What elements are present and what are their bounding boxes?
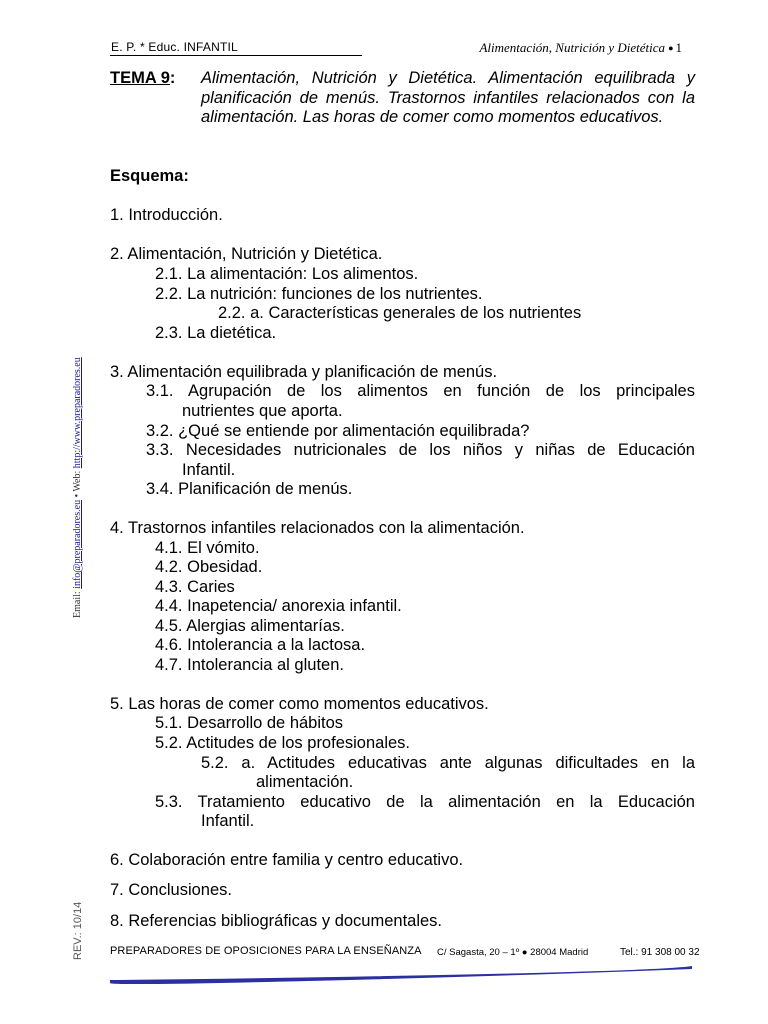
footer-org: PREPARADORES DE OPOSICIONES PARA LA ENSEÑANZA xyxy=(110,945,422,957)
email-link[interactable]: info@preparadores.eu xyxy=(72,499,83,589)
outline-item: 2.3. La dietética. xyxy=(155,324,277,342)
outline-item: 4.6. Intolerancia a la lactosa. xyxy=(155,636,366,654)
tema-number: TEMA 9 xyxy=(110,69,170,87)
outline-item: 4.4. Inapetencia/ anorexia infantil. xyxy=(155,597,402,615)
tema-title: Alimentación, Nutrición y Dietética. Alimentación equilibrada y planificación de menús. Trastornos infantiles relacionados con la alimentación. Las horas de comer como momentos educativos. xyxy=(201,69,695,127)
outline-item: 5.3. Tratamiento educativo de la alimentación en la Educación xyxy=(155,793,695,811)
outline-item: 2.1. La alimentación: Los alimentos. xyxy=(155,265,419,283)
phone-label: Tel.: xyxy=(620,947,639,958)
outline-item: 4.3. Caries xyxy=(155,578,235,596)
outline-item: 4.1. El vómito. xyxy=(155,539,260,557)
outline-item: 6. Colaboración entre familia y centro educativo. xyxy=(110,851,464,869)
outline-item: 2. Alimentación, Nutrición y Dietética. xyxy=(110,245,383,263)
web-link[interactable]: http://www.preparadores.eu xyxy=(72,357,83,469)
outline-item: 5.2. a. Actitudes educativas ante algunas dificultades en la xyxy=(201,754,695,772)
outline-item: 7. Conclusiones. xyxy=(110,881,232,899)
email-label: Email: xyxy=(72,588,83,618)
revision-label: REV.: 10/14 xyxy=(72,901,84,960)
outline-item: 4. Trastornos infantiles relacionados con la alimentación. xyxy=(110,519,525,537)
outline-item: 1. Introducción. xyxy=(110,206,223,224)
outline-item: 5.1. Desarrollo de hábitos xyxy=(155,714,344,732)
web-label: Web: xyxy=(72,468,83,492)
footer-address: C/ Sagasta, 20 – 1º ● 28004 Madrid xyxy=(437,947,589,958)
header-bullet: ● xyxy=(668,43,674,53)
sidebar-separator: • xyxy=(72,491,83,500)
outline-item: 2.2. La nutrición: funciones de los nutrientes. xyxy=(155,285,483,303)
outline-item: 5. Las horas de comer como momentos educativos. xyxy=(110,695,489,713)
header-right-title: Alimentación, Nutrición y Dietética xyxy=(479,40,666,55)
outline-item: 3.3. Necesidades nutricionales de los niños y niñas de Educación xyxy=(146,441,695,459)
outline-item: 3.1. Agrupación de los alimentos en función de los principales xyxy=(146,382,695,400)
sidebar-contact xyxy=(72,357,83,618)
outline-item-continuation: Infantil. xyxy=(201,812,255,830)
outline-item-continuation: Infantil. xyxy=(182,461,236,479)
outline-item: 3.4. Planificación de menús. xyxy=(146,480,353,498)
tema-label xyxy=(110,69,175,88)
outline-item: 3.2. ¿Qué se entiende por alimentación equilibrada? xyxy=(146,422,530,440)
header-right xyxy=(479,40,682,56)
outline-item: 4.2. Obesidad. xyxy=(155,558,263,576)
footer-phone xyxy=(620,947,700,958)
outline-item: 4.7. Intolerancia al gluten. xyxy=(155,656,344,674)
footer-brush-rule xyxy=(108,962,694,984)
outline-item-continuation: nutrientes que aporta. xyxy=(182,402,343,420)
outline-item: 8. Referencias bibliográficas y documentales. xyxy=(110,912,443,930)
page-number: 1 xyxy=(675,40,682,55)
esquema-heading: Esquema: xyxy=(110,167,189,185)
outline-item: 2.2. a. Características generales de los nutrientes xyxy=(218,304,582,322)
outline-item: 5.2. Actitudes de los profesionales. xyxy=(155,734,410,752)
header-left-text: E. P. * Educ. INFANTIL xyxy=(111,40,238,54)
outline-item: 4.5. Alergias alimentarías. xyxy=(155,617,345,635)
tema-colon: : xyxy=(169,69,176,87)
phone-number: 91 308 00 32 xyxy=(641,947,700,958)
header-rule xyxy=(110,55,362,56)
outline-item: 3. Alimentación equilibrada y planificación de menús. xyxy=(110,363,498,381)
outline-item-continuation: alimentación. xyxy=(256,773,354,791)
